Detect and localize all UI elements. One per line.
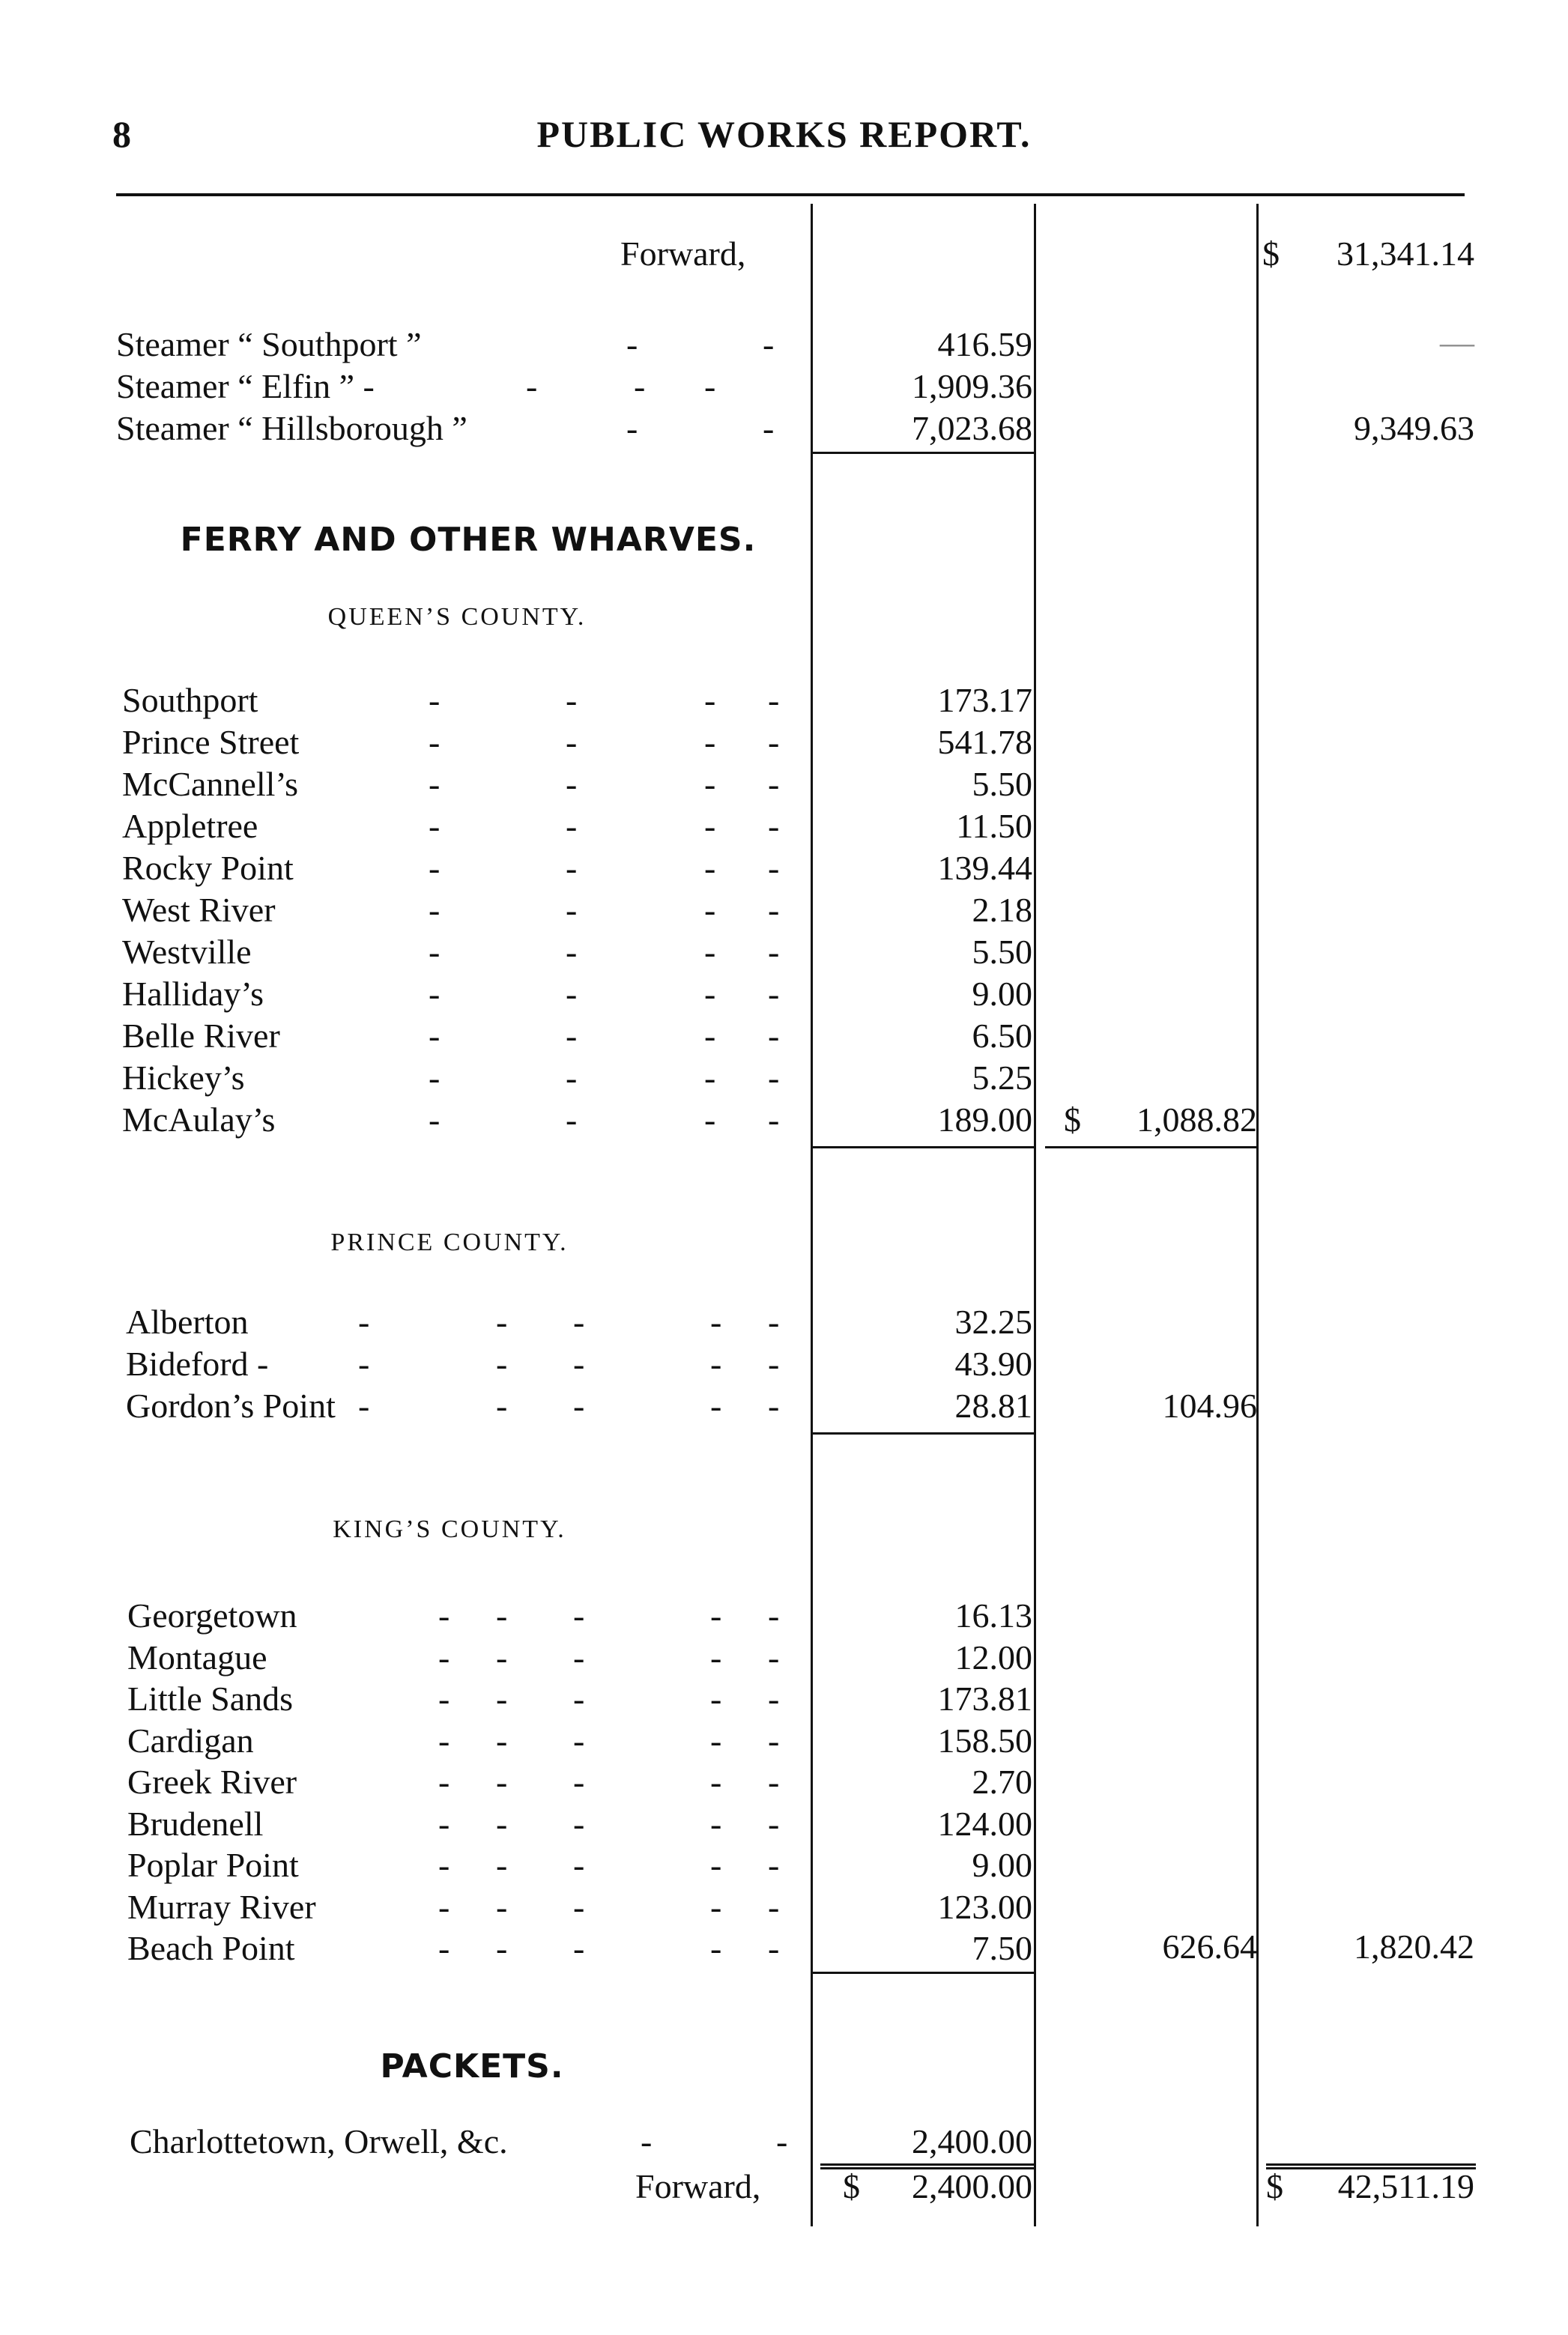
steamer-amount: 416.59 bbox=[937, 325, 1032, 363]
wharf-amount: 173.81 bbox=[937, 1680, 1032, 1718]
page-number: 8 bbox=[112, 113, 131, 155]
leader-dash: - bbox=[496, 1680, 508, 1718]
leader-dash: - bbox=[768, 849, 780, 887]
leader-dash: - bbox=[496, 1846, 508, 1884]
running-head: PUBLIC WORKS REPORT. bbox=[536, 113, 1032, 155]
leader-dash: - bbox=[566, 891, 578, 929]
queens-subtotal: 1,088.82 bbox=[1136, 1100, 1257, 1139]
queens-subtotal-rule bbox=[1045, 1146, 1256, 1148]
wharf-name: Westville bbox=[122, 933, 252, 971]
leader-dash: - bbox=[566, 975, 578, 1013]
leader-dash: - bbox=[438, 1804, 450, 1843]
leader-dash: - bbox=[704, 849, 716, 887]
leader-dash: - bbox=[704, 681, 716, 719]
column-rule-1-right bbox=[1034, 204, 1036, 2226]
wharf-name: Southport bbox=[122, 681, 258, 719]
leader-dash: - bbox=[566, 849, 578, 887]
wharf-name: Prince Street bbox=[122, 723, 300, 761]
leader-dash: - bbox=[768, 1763, 780, 1801]
leader-dash: - bbox=[573, 1887, 585, 1926]
leader-dash: - bbox=[710, 1929, 722, 1967]
leader-dash: - bbox=[566, 765, 578, 803]
leader-dash: - bbox=[358, 1387, 370, 1425]
leader-dash: - bbox=[496, 1887, 508, 1926]
leader-dash: - bbox=[496, 1596, 508, 1635]
leader-dash: - bbox=[566, 723, 578, 761]
leader-dash: - bbox=[768, 1638, 780, 1677]
leader-dash: - bbox=[704, 1017, 716, 1055]
leader-dash: - bbox=[573, 1303, 585, 1341]
wharf-amount: 5.50 bbox=[972, 765, 1032, 803]
leader-dash: - bbox=[496, 1638, 508, 1677]
leader-dash: - bbox=[358, 1303, 370, 1341]
wharf-name: Gordon’s Point bbox=[126, 1387, 336, 1425]
wharf-amount: 5.50 bbox=[972, 933, 1032, 971]
queens-sum-rule bbox=[811, 1146, 1034, 1148]
currency-sign: $ bbox=[1262, 234, 1280, 273]
ferry-heading: FERRY AND OTHER WHARVES. bbox=[180, 521, 757, 559]
leader-dash: - bbox=[768, 681, 780, 719]
leader-dash: - bbox=[573, 1345, 585, 1383]
leader-dash: - bbox=[438, 1596, 450, 1635]
leader-dash: - bbox=[566, 681, 578, 719]
queens-county-heading: QUEEN’S COUNTY. bbox=[327, 603, 587, 631]
wharf-amount: 158.50 bbox=[937, 1721, 1032, 1760]
leader-dash: - bbox=[566, 1059, 578, 1097]
leader-dash: - bbox=[438, 1929, 450, 1967]
leader-dash: - bbox=[710, 1638, 722, 1677]
wharf-name: McCannell’s bbox=[122, 765, 299, 803]
wharf-amount: 541.78 bbox=[937, 723, 1032, 761]
wharf-name: Rocky Point bbox=[122, 849, 294, 887]
wharf-amount: 11.50 bbox=[956, 807, 1032, 845]
wharf-name: Montague bbox=[127, 1638, 267, 1677]
leader-dash: - bbox=[710, 1721, 722, 1760]
steamer-dash: — bbox=[1440, 323, 1474, 361]
forward-label-top: Forward, bbox=[620, 234, 746, 273]
leader-dash: - bbox=[429, 765, 441, 803]
leader-dash: - bbox=[566, 1100, 578, 1139]
leader-dash: - bbox=[626, 409, 638, 447]
wharf-name: Hickey’s bbox=[122, 1059, 245, 1097]
leader-dash: - bbox=[573, 1596, 585, 1635]
leader-dash: - bbox=[704, 891, 716, 929]
leader-dash: - bbox=[573, 1763, 585, 1801]
leader-dash: - bbox=[704, 367, 716, 405]
prince-county-heading: PRINCE COUNTY. bbox=[330, 1229, 569, 1256]
currency-sign: $ bbox=[1064, 1100, 1081, 1139]
leader-dash: - bbox=[526, 367, 538, 405]
leader-dash: - bbox=[704, 975, 716, 1013]
kings-county-heading: KING’S COUNTY. bbox=[333, 1515, 566, 1543]
wharf-name: Little Sands bbox=[127, 1680, 294, 1718]
wharf-name: Greek River bbox=[127, 1763, 297, 1801]
header-rule bbox=[116, 193, 1465, 196]
wharf-name: Halliday’s bbox=[122, 975, 264, 1013]
leader-dash: - bbox=[634, 367, 646, 405]
leader-dash: - bbox=[566, 1017, 578, 1055]
leader-dash: - bbox=[429, 1100, 441, 1139]
leader-dash: - bbox=[768, 1303, 780, 1341]
leader-dash: - bbox=[768, 807, 780, 845]
leader-dash: - bbox=[438, 1638, 450, 1677]
leader-dash: - bbox=[566, 807, 578, 845]
kings-subtotal: 626.64 bbox=[1162, 1927, 1257, 1966]
wharf-amount: 173.17 bbox=[937, 681, 1032, 719]
leader-dash: - bbox=[768, 1846, 780, 1884]
leader-dash: - bbox=[438, 1846, 450, 1884]
prince-subtotal: 104.96 bbox=[1162, 1387, 1257, 1425]
leader-dash: - bbox=[573, 1638, 585, 1677]
currency-sign: $ bbox=[1266, 2167, 1283, 2205]
leader-dash: - bbox=[704, 765, 716, 803]
leader-dash: - bbox=[768, 891, 780, 929]
leader-dash: - bbox=[438, 1680, 450, 1718]
leader-dash: - bbox=[438, 1721, 450, 1760]
ferry-total: 1,820.42 bbox=[1354, 1927, 1474, 1966]
leader-dash: - bbox=[710, 1303, 722, 1341]
column-rule-1-left bbox=[811, 204, 813, 2226]
wharf-amount: 139.44 bbox=[937, 849, 1032, 887]
leader-dash: - bbox=[429, 681, 441, 719]
wharf-name: Appletree bbox=[122, 807, 258, 845]
leader-dash: - bbox=[768, 933, 780, 971]
forward-packets-total: 2,400.00 bbox=[912, 2167, 1032, 2205]
leader-dash: - bbox=[429, 975, 441, 1013]
leader-dash: - bbox=[704, 933, 716, 971]
leader-dash: - bbox=[763, 409, 775, 447]
leader-dash: - bbox=[573, 1680, 585, 1718]
wharf-amount: 2.70 bbox=[972, 1763, 1032, 1801]
wharf-amount: 32.25 bbox=[954, 1303, 1032, 1341]
leader-dash: - bbox=[776, 2122, 788, 2160]
leader-dash: - bbox=[710, 1846, 722, 1884]
leader-dash: - bbox=[438, 1887, 450, 1926]
leader-dash: - bbox=[710, 1596, 722, 1635]
leader-dash: - bbox=[710, 1680, 722, 1718]
wharf-amount: 5.25 bbox=[972, 1059, 1032, 1097]
wharf-name: Poplar Point bbox=[127, 1846, 299, 1884]
leader-dash: - bbox=[768, 1059, 780, 1097]
steamer-amount: 7,023.68 bbox=[912, 409, 1032, 447]
packets-heading: PACKETS. bbox=[380, 2047, 564, 2086]
forward-rule-left bbox=[820, 2163, 1034, 2166]
forward-grand-total: 42,511.19 bbox=[1337, 2167, 1474, 2205]
leader-dash: - bbox=[566, 933, 578, 971]
leader-dash: - bbox=[496, 1763, 508, 1801]
leader-dash: - bbox=[573, 1387, 585, 1425]
leader-dash: - bbox=[710, 1345, 722, 1383]
steamer-name: Steamer “ Elfin ” - bbox=[116, 367, 375, 405]
column-rule-2-right bbox=[1256, 204, 1259, 2226]
forward-rule-right bbox=[1266, 2163, 1476, 2166]
leader-dash: - bbox=[573, 1846, 585, 1884]
currency-sign: $ bbox=[843, 2167, 860, 2205]
wharf-name: Murray River bbox=[127, 1887, 316, 1926]
wharf-name: Cardigan bbox=[127, 1721, 254, 1760]
leader-dash: - bbox=[496, 1387, 508, 1425]
steamer-name: Steamer “ Southport ” bbox=[116, 325, 422, 363]
leader-dash: - bbox=[768, 1596, 780, 1635]
leader-dash: - bbox=[704, 1100, 716, 1139]
leader-dash: - bbox=[768, 765, 780, 803]
leader-dash: - bbox=[710, 1763, 722, 1801]
leader-dash: - bbox=[496, 1929, 508, 1967]
wharf-amount: 2.18 bbox=[972, 891, 1032, 929]
wharf-name: Georgetown bbox=[127, 1596, 297, 1635]
wharf-name: West River bbox=[122, 891, 276, 929]
wharf-name: McAulay’s bbox=[122, 1100, 276, 1139]
leader-dash: - bbox=[429, 1059, 441, 1097]
wharf-amount: 124.00 bbox=[937, 1804, 1032, 1843]
leader-dash: - bbox=[768, 1017, 780, 1055]
wharf-name: Brudenell bbox=[127, 1804, 264, 1843]
steamers-total: 9,349.63 bbox=[1354, 409, 1474, 447]
wharf-amount: 9.00 bbox=[972, 975, 1032, 1013]
leader-dash: - bbox=[768, 723, 780, 761]
wharf-name: Beach Point bbox=[127, 1929, 295, 1967]
leader-dash: - bbox=[768, 1100, 780, 1139]
leader-dash: - bbox=[438, 1763, 450, 1801]
leader-dash: - bbox=[429, 807, 441, 845]
wharf-amount: 9.00 bbox=[972, 1846, 1032, 1884]
leader-dash: - bbox=[429, 849, 441, 887]
leader-dash: - bbox=[704, 723, 716, 761]
leader-dash: - bbox=[768, 1387, 780, 1425]
leader-dash: - bbox=[763, 325, 775, 363]
leader-dash: - bbox=[768, 1929, 780, 1967]
wharf-amount: 123.00 bbox=[937, 1887, 1032, 1926]
leader-dash: - bbox=[429, 1017, 441, 1055]
leader-dash: - bbox=[429, 933, 441, 971]
leader-dash: - bbox=[358, 1345, 370, 1383]
packet-name: Charlottetown, Orwell, &c. bbox=[130, 2122, 508, 2160]
leader-dash: - bbox=[496, 1303, 508, 1341]
wharf-amount: 189.00 bbox=[937, 1100, 1032, 1139]
forward-label-bottom: Forward, bbox=[635, 2167, 761, 2205]
leader-dash: - bbox=[768, 1721, 780, 1760]
wharf-name: Alberton bbox=[126, 1303, 249, 1341]
leader-dash: - bbox=[626, 325, 638, 363]
leader-dash: - bbox=[496, 1345, 508, 1383]
leader-dash: - bbox=[768, 1804, 780, 1843]
wharf-amount: 6.50 bbox=[972, 1017, 1032, 1055]
wharf-amount: 12.00 bbox=[954, 1638, 1032, 1677]
leader-dash: - bbox=[768, 1680, 780, 1718]
leader-dash: - bbox=[710, 1387, 722, 1425]
leader-dash: - bbox=[573, 1721, 585, 1760]
wharf-amount: 43.90 bbox=[954, 1345, 1032, 1383]
leader-dash: - bbox=[704, 807, 716, 845]
prince-sum-rule bbox=[811, 1432, 1034, 1435]
leader-dash: - bbox=[429, 891, 441, 929]
forward-amount-top: 31,341.14 bbox=[1337, 234, 1474, 273]
wharf-amount: 16.13 bbox=[954, 1596, 1032, 1635]
wharf-amount: 28.81 bbox=[954, 1387, 1032, 1425]
steamer-amount: 1,909.36 bbox=[912, 367, 1032, 405]
wharf-name: Bideford - bbox=[126, 1345, 269, 1383]
leader-dash: - bbox=[641, 2122, 653, 2160]
leader-dash: - bbox=[768, 975, 780, 1013]
leader-dash: - bbox=[573, 1804, 585, 1843]
leader-dash: - bbox=[768, 1887, 780, 1926]
leader-dash: - bbox=[704, 1059, 716, 1097]
packet-amount: 2,400.00 bbox=[912, 2122, 1032, 2160]
leader-dash: - bbox=[710, 1887, 722, 1926]
leader-dash: - bbox=[429, 723, 441, 761]
wharf-amount: 7.50 bbox=[972, 1929, 1032, 1967]
kings-sum-rule bbox=[811, 1972, 1034, 1974]
leader-dash: - bbox=[496, 1721, 508, 1760]
leader-dash: - bbox=[496, 1804, 508, 1843]
steamer-name: Steamer “ Hillsborough ” bbox=[116, 409, 467, 447]
leader-dash: - bbox=[710, 1804, 722, 1843]
wharf-name: Belle River bbox=[122, 1017, 280, 1055]
steamers-sum-rule bbox=[811, 452, 1034, 454]
leader-dash: - bbox=[768, 1345, 780, 1383]
leader-dash: - bbox=[573, 1929, 585, 1967]
